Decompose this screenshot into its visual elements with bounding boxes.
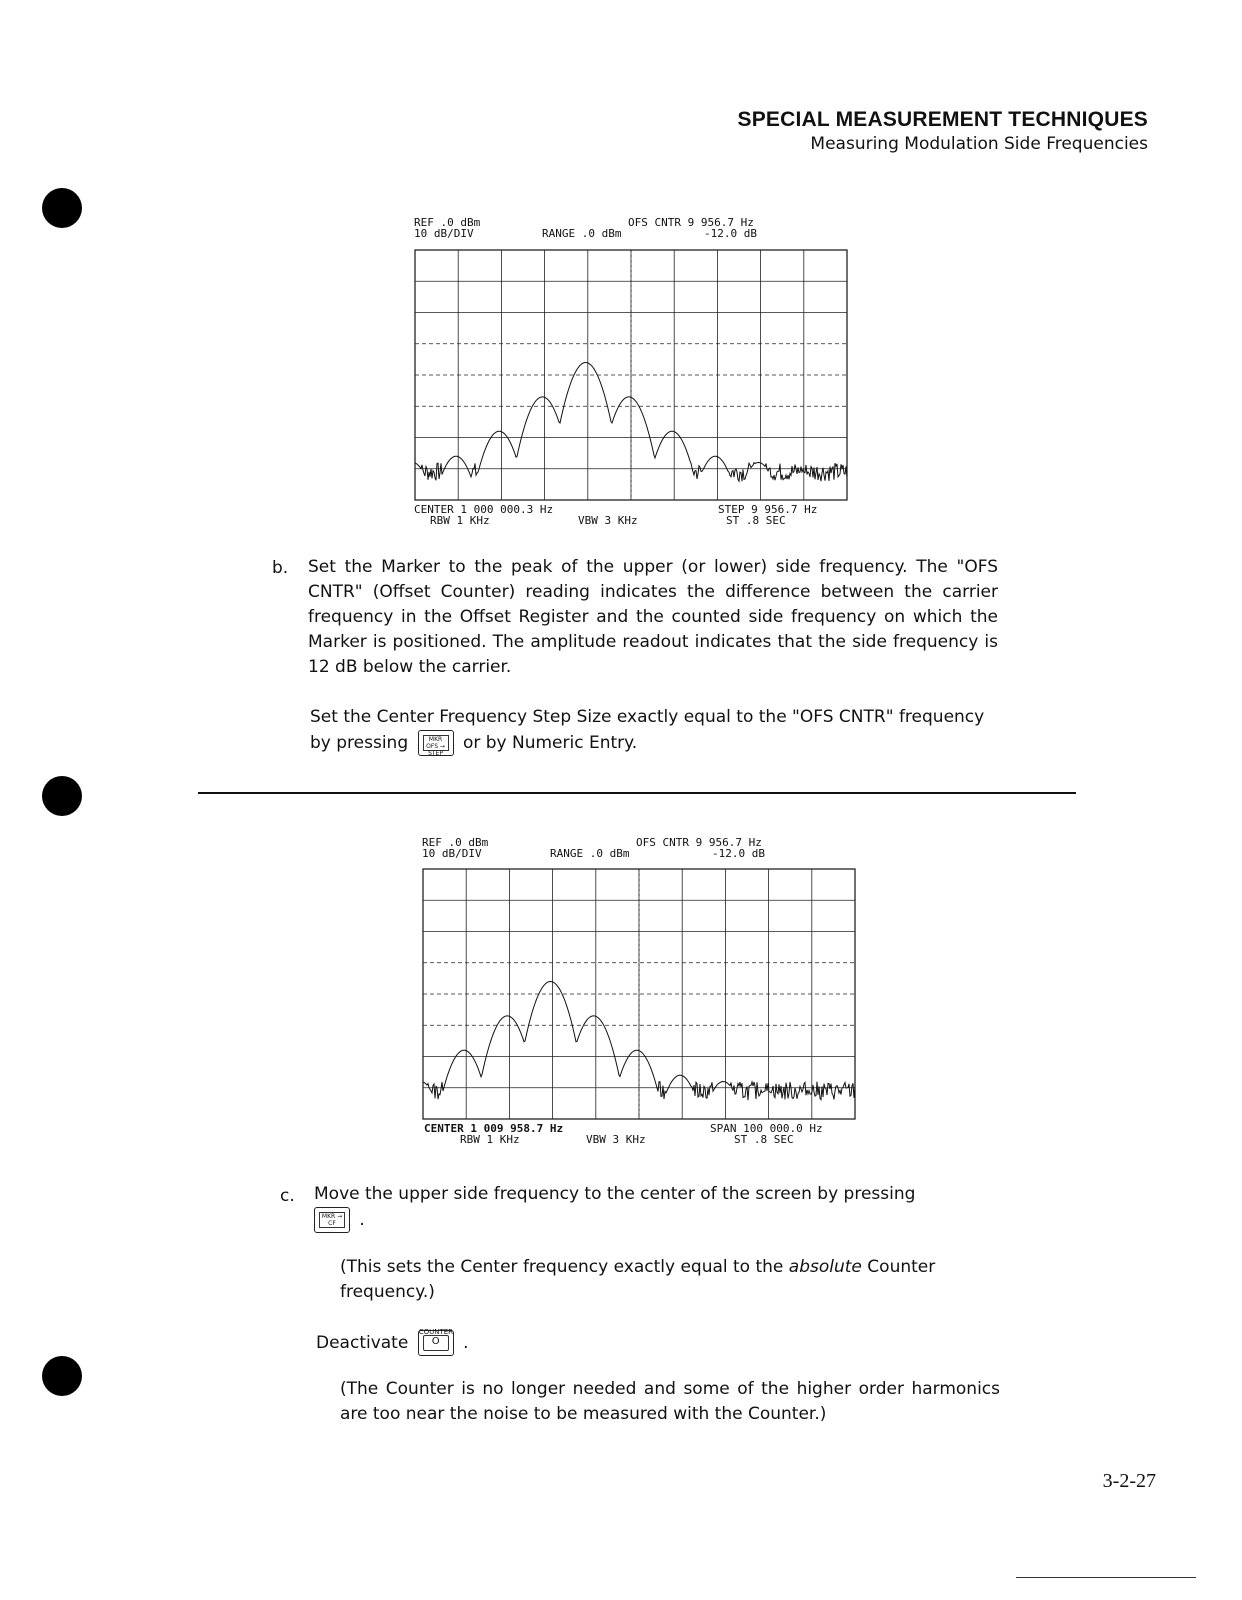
note1-after: Counter frequency.) (340, 1257, 936, 1302)
footer-rule (1016, 1577, 1196, 1578)
center-frequency: CENTER 1 009 958.7 Hz (424, 1122, 564, 1135)
analyzer-screen-1 (414, 216, 854, 528)
section-title: SPECIAL MEASUREMENT TECHNIQUES (737, 108, 1148, 131)
deactivate-line: Deactivate COUNTER O . (316, 1330, 469, 1356)
scale: 10 dB/DIV (422, 847, 482, 860)
binder-hole-top (42, 188, 82, 228)
rbw: RBW 1 KHz (460, 1133, 520, 1146)
sweep-time: ST .8 SEC (726, 514, 786, 527)
sweep-time: ST .8 SEC (734, 1133, 794, 1146)
step-b-body-3: or by Numeric Entry. (462, 733, 638, 753)
counter-key[interactable] (418, 1330, 454, 1356)
binder-hole-bottom (42, 1356, 82, 1396)
step-b-body-2: Set the Center Frequency Step Size exactly equal to the "OFS CNTR" frequency by pressing (310, 707, 985, 753)
range: RANGE .0 dBm (542, 227, 622, 240)
ofs-counter: OFS CNTR 9 956.7 Hz (636, 836, 762, 849)
ref-level: REF .0 dBm (414, 216, 481, 229)
mkr-cf-key-label: MKR → CF (319, 1212, 345, 1228)
binder-hole-middle (42, 776, 82, 816)
mkr-cf-key[interactable] (314, 1207, 350, 1233)
rbw: RBW 1 KHz (430, 514, 490, 527)
note1-before: (This sets the Center frequency exactly equal to the (340, 1257, 789, 1277)
counter-key-caption: COUNTER (418, 1328, 454, 1336)
center-frequency: CENTER 1 000 000.3 Hz (414, 503, 554, 516)
step-c-body: Move the upper side frequency to the center of the screen by pressing (314, 1184, 916, 1204)
ref-level: REF .0 dBm (422, 836, 489, 849)
amplitude-readout: -12.0 dB (712, 847, 765, 860)
spectrum-graph-2 (422, 868, 856, 1120)
amplitude-readout: -12.0 dB (704, 227, 757, 240)
section-subtitle: Measuring Modulation Side Frequencies (810, 134, 1148, 154)
vbw: VBW 3 KHz (586, 1133, 646, 1146)
note1-emphasis: absolute (788, 1257, 862, 1277)
counter-key-label: O (423, 1335, 449, 1351)
step-size: STEP 9 956.7 Hz (718, 503, 818, 516)
spectrum-graph-1 (414, 249, 848, 501)
note2-text: (The Counter is no longer needed and some of the higher order harmonics are too near the noise to be measured with the Counter.) (340, 1379, 1000, 1424)
step-c-note-2 (340, 1377, 1000, 1427)
range: RANGE .0 dBm (550, 847, 630, 860)
page-number: 3-2-27 (1102, 1470, 1156, 1492)
page-header (738, 108, 1149, 154)
step-c-letter: c. (280, 1186, 295, 1206)
step-b-text-2 (310, 705, 1000, 756)
scale: 10 dB/DIV (414, 227, 474, 240)
analyzer-screen-2 (422, 836, 862, 1148)
span: SPAN 100 000.0 Hz (710, 1122, 823, 1135)
step-c-text: Move the upper side frequency to the center of the screen by pressing MKR → CF . (314, 1182, 1004, 1233)
deactivate-label: Deactivate (316, 1333, 409, 1353)
mkr-ofs-step-key[interactable] (418, 730, 454, 756)
divider (198, 792, 1076, 794)
mkr-ofs-step-key-label: MKR OFS → STEP (423, 735, 449, 751)
ofs-counter: OFS CNTR 9 956.7 Hz (628, 216, 754, 229)
step-b-letter: b. (272, 558, 289, 578)
step-b-text (308, 555, 998, 680)
vbw: VBW 3 KHz (578, 514, 638, 527)
step-c-note-1 (340, 1255, 1000, 1305)
step-b-body: Set the Marker to the peak of the upper (or lower) side frequency. The "OFS CNTR" (Offset Counter) reading indicates the difference between the carrier frequency in the Offset Register and the counted side frequency on which the Marker is positioned. The amplitude readout indicates that the side frequency is 12 dB below the carrier. (308, 557, 998, 677)
